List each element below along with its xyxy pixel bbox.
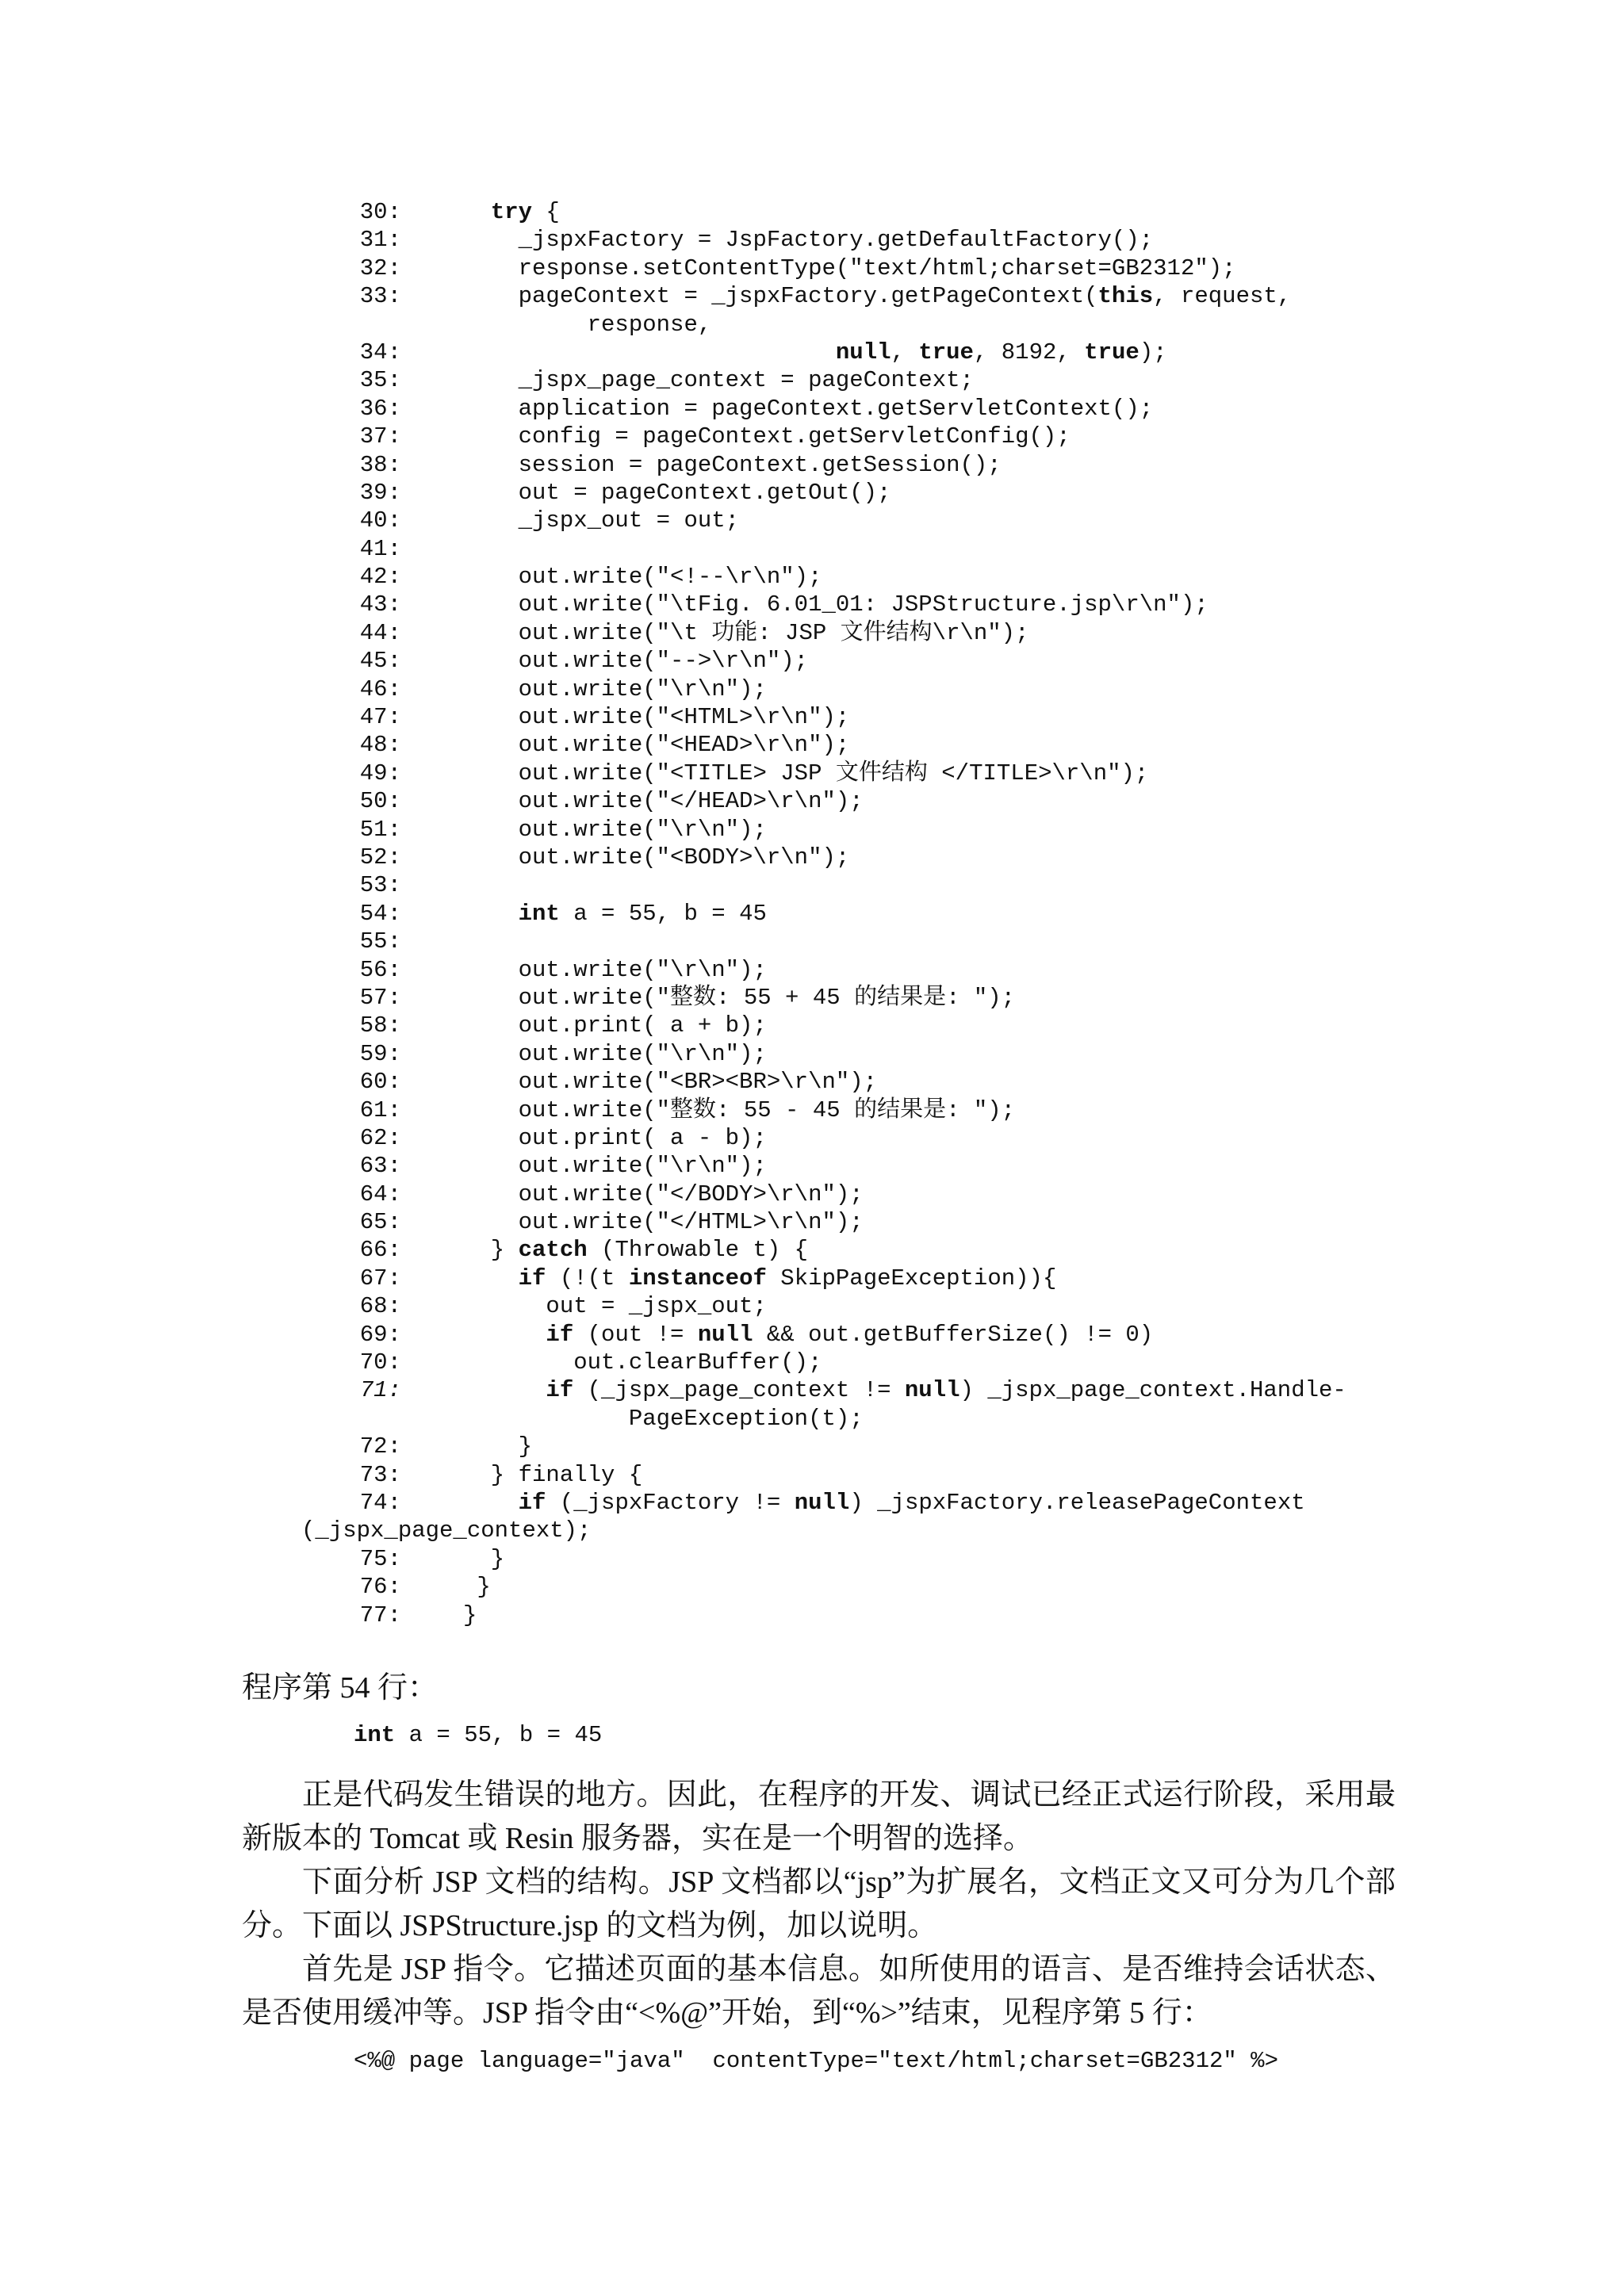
line54-intro-text: 程序第 54 行： xyxy=(242,1671,439,1705)
line-number: 57: xyxy=(359,984,401,1011)
code-fragment xyxy=(463,901,519,927)
code-text xyxy=(463,1208,864,1236)
code-fragment xyxy=(463,1377,546,1403)
code-fragment: } xyxy=(463,1237,519,1264)
code-keyword: try xyxy=(490,199,533,225)
code-fragment: a = 55, b = 45 xyxy=(559,900,767,927)
code-text xyxy=(463,619,1029,647)
code-text xyxy=(463,1096,1015,1124)
line-number: 68: xyxy=(359,1293,401,1320)
line-number: 51: xyxy=(359,816,401,843)
code-text xyxy=(463,563,822,591)
code-fragment: application = pageContext.getServletContext(); xyxy=(463,395,1154,422)
line-number: 77: xyxy=(359,1601,401,1628)
code-fragment: response.setContentType("text/html;charset=GB2312"); xyxy=(463,254,1236,281)
code-fragment: } xyxy=(463,1574,491,1601)
line54-code-rest: a = 55, b = 45 xyxy=(395,1722,603,1748)
code-fragment: _jspxFactory = JspFactory.getDefaultFactory(); xyxy=(463,227,1154,254)
code-keyword: if xyxy=(518,1265,546,1292)
paragraph-jsp-structure: 下面分析 JSP 文档的结构。JSP 文档都以“jsp”为扩展名，文档正文又可分为几个部分。下面以 JSPStructure.jsp 的文档为例，加以说明。 xyxy=(242,1866,1396,1942)
code-text xyxy=(463,984,1015,1012)
code-fragment: out.write("\r\n"); xyxy=(463,816,767,843)
paragraph-error-location: 正是代码发生错误的地方。因此，在程序的开发、调试已经正式运行阶段，采用最新版本的 Tomcat 或 Resin 服务器，实在是一个明智的选择。 xyxy=(242,1778,1396,1855)
code-text xyxy=(463,1489,1305,1517)
code-text xyxy=(463,900,767,928)
line-number: 32: xyxy=(359,254,401,281)
code-fragment: _jspx_out = out; xyxy=(463,507,740,534)
line-number: 62: xyxy=(359,1124,401,1151)
code-fragment: out.write("</HTML>\r\n"); xyxy=(463,1209,864,1236)
code-keyword: null xyxy=(794,1489,850,1516)
code-keyword: if xyxy=(518,1489,546,1516)
line54-code xyxy=(354,1722,602,1748)
code-fragment xyxy=(463,339,836,365)
code-text xyxy=(463,1321,1153,1349)
code-text xyxy=(463,1012,767,1039)
line-number: 38: xyxy=(359,451,401,478)
line-number: 69: xyxy=(359,1321,401,1348)
code-fragment: out.write("\r\n"); xyxy=(463,1153,767,1180)
code-text xyxy=(463,703,849,731)
line-number: 31: xyxy=(359,227,401,254)
body-paragraphs xyxy=(242,1774,1396,2035)
line-number: 36: xyxy=(359,395,401,422)
code-fragment: out.write("<BR><BR>\r\n"); xyxy=(463,1069,878,1096)
code-fragment: } xyxy=(463,1433,533,1460)
line-number: 34: xyxy=(359,339,401,365)
line-number: 47: xyxy=(359,704,401,731)
code-fragment xyxy=(463,1322,546,1348)
code-text xyxy=(463,366,974,394)
code-fragment xyxy=(463,199,491,225)
code-fragment: out.write("<!--\r\n"); xyxy=(463,564,822,591)
code-keyword: if xyxy=(546,1321,574,1348)
code-text xyxy=(463,1405,864,1433)
code-fragment: out.write("\r\n"); xyxy=(463,675,767,702)
code-text xyxy=(463,282,1291,310)
line-number: 45: xyxy=(359,648,401,675)
code-keyword: catch xyxy=(518,1237,588,1264)
code-fragment: ) _jspx_page_context.Handle- xyxy=(959,1377,1346,1404)
code-text xyxy=(463,1068,877,1096)
code-keyword: instanceof xyxy=(628,1265,767,1292)
code-text xyxy=(463,479,891,507)
line-number: 52: xyxy=(359,844,401,871)
line54-code-keyword: int xyxy=(354,1722,396,1748)
code-text xyxy=(463,675,767,703)
code-text xyxy=(463,507,739,534)
paragraph-jsp-directive: 首先是 JSP 指令。它描述页面的基本信息。如所使用的语言、是否维持会话状态、是否使用缓冲等。JSP 指令由“<%@”开始，到“%>”结束，见程序第 5 行： xyxy=(242,1953,1396,2030)
code-text xyxy=(463,760,1148,787)
line-number: 39: xyxy=(359,479,401,506)
code-fragment: out.write("<HEAD>\r\n"); xyxy=(463,732,850,759)
code-fragment: } xyxy=(463,1601,477,1628)
line-number: 64: xyxy=(359,1181,401,1207)
line-number: 72: xyxy=(359,1433,401,1460)
line-number: 76: xyxy=(359,1574,401,1601)
line-number: 56: xyxy=(359,956,401,983)
code-text xyxy=(463,1601,477,1629)
line-number: 40: xyxy=(359,507,401,534)
code-text xyxy=(463,647,808,675)
code-text xyxy=(463,339,1167,366)
code-fragment: out.write("整数: 55 + 45 的结果是: "); xyxy=(463,984,1016,1011)
code-keyword: true xyxy=(918,339,974,365)
code-fragment: SkipPageException)){ xyxy=(766,1265,1057,1292)
code-text xyxy=(463,1181,864,1208)
code-fragment: out.write("<HTML>\r\n"); xyxy=(463,704,850,731)
code-keyword: null xyxy=(835,339,891,365)
code-text xyxy=(463,731,849,759)
code-fragment: out.write("\tFig. 6.01_01: JSPStructure.jsp\r\n"); xyxy=(463,591,1208,618)
code-fragment: out.print( a + b); xyxy=(463,1012,767,1039)
code-fragment: (Throwable t) { xyxy=(587,1237,809,1264)
code-text xyxy=(463,1236,808,1264)
code-fragment: out.write("-->\r\n"); xyxy=(463,648,809,675)
line-number: 65: xyxy=(359,1209,401,1236)
code-text xyxy=(463,1152,767,1180)
line-number: 63: xyxy=(359,1153,401,1180)
code-text xyxy=(463,1433,532,1460)
line-number: 43: xyxy=(359,591,401,618)
code-fragment: out.print( a - b); xyxy=(463,1124,767,1151)
code-fragment: pageContext = _jspxFactory.getPageContext( xyxy=(463,283,1098,310)
code-fragment: (!(t xyxy=(546,1265,629,1292)
code-fragment: _jspx_page_context = pageContext; xyxy=(463,367,974,394)
line-number: 66: xyxy=(359,1237,401,1264)
line54-intro xyxy=(242,1667,1396,1710)
line-number: 41: xyxy=(359,535,401,562)
code-fragment: , xyxy=(891,339,919,365)
line-number: 58: xyxy=(359,1012,401,1039)
code-fragment: session = pageContext.getSession(); xyxy=(463,451,1002,478)
code-text xyxy=(463,1349,822,1376)
code-fragment: ); xyxy=(1139,339,1167,365)
code-fragment: out.write("</HEAD>\r\n"); xyxy=(463,788,864,815)
code-text xyxy=(463,1040,767,1068)
code-fragment: (_jspxFactory != xyxy=(546,1489,795,1516)
line-number: 53: xyxy=(359,872,401,899)
code-fragment: ) _jspxFactory.releasePageContext xyxy=(849,1489,1305,1516)
code-text xyxy=(463,423,1071,450)
code-keyword: if xyxy=(546,1377,574,1404)
code-text xyxy=(463,254,1236,282)
code-fragment: , 8192, xyxy=(973,339,1085,365)
line-number: 50: xyxy=(359,788,401,815)
line-number: 48: xyxy=(359,732,401,759)
line-number: 33: xyxy=(359,283,401,310)
code-fragment: out.write("\t 功能: JSP 文件结构\r\n"); xyxy=(463,619,1029,646)
line-number: 35: xyxy=(359,367,401,394)
code-text xyxy=(301,1517,591,1544)
code-fragment: out.write("<TITLE> JSP 文件结构 </TITLE>\r\n"); xyxy=(463,760,1149,786)
line-number: 71: xyxy=(359,1377,401,1404)
code-text xyxy=(463,1376,1346,1404)
line-number: 74: xyxy=(359,1489,401,1516)
line-number: 46: xyxy=(359,675,401,702)
line-number: 75: xyxy=(359,1545,401,1572)
code-text xyxy=(463,1124,767,1152)
code-text xyxy=(463,591,1208,618)
line-number: 60: xyxy=(359,1069,401,1096)
code-fragment: out.clearBuffer(); xyxy=(463,1349,822,1376)
line-number: 54: xyxy=(359,900,401,927)
code-fragment: } xyxy=(463,1545,505,1572)
code-fragment: out.write("\r\n"); xyxy=(463,956,767,983)
code-fragment: out.write("</BODY>\r\n"); xyxy=(463,1181,864,1207)
code-fragment: } finally { xyxy=(463,1461,643,1488)
code-keyword: null xyxy=(697,1321,753,1348)
code-fragment: out.write("<BODY>\r\n"); xyxy=(463,844,850,871)
code-text xyxy=(463,956,767,984)
directive-code-line: <%@ page language="java" contentType="text/html;charset=GB2312" %> xyxy=(354,2048,1278,2074)
code-fragment: out.write("整数: 55 - 45 的结果是: "); xyxy=(463,1096,1016,1123)
code-text xyxy=(463,787,864,815)
code-fragment: , request, xyxy=(1153,283,1292,310)
line-number: 59: xyxy=(359,1040,401,1067)
line-number: 61: xyxy=(359,1096,401,1123)
code-fragment: config = pageContext.getServletConfig(); xyxy=(463,423,1071,450)
code-keyword: true xyxy=(1084,339,1139,365)
code-text xyxy=(463,226,1153,254)
code-fragment xyxy=(463,1265,519,1292)
code-fragment: PageException(t); xyxy=(463,1405,864,1432)
code-text xyxy=(463,451,1002,479)
code-text xyxy=(463,1292,767,1320)
code-text xyxy=(463,395,1153,423)
code-fragment: out.write("\r\n"); xyxy=(463,1040,767,1067)
line-number: 67: xyxy=(359,1265,401,1292)
code-keyword: null xyxy=(904,1377,960,1404)
code-fragment: (out != xyxy=(573,1321,698,1348)
line-number: 70: xyxy=(359,1349,401,1376)
code-keyword: int xyxy=(518,900,560,927)
line-number: 49: xyxy=(359,760,401,786)
code-fragment: out = pageContext.getOut(); xyxy=(463,479,891,506)
code-keyword: this xyxy=(1097,283,1154,310)
line-number: 37: xyxy=(359,423,401,450)
code-fragment: { xyxy=(532,199,560,225)
code-fragment: response, xyxy=(463,311,712,338)
line-number: 73: xyxy=(359,1461,401,1488)
code-text xyxy=(463,844,849,871)
line-number: 55: xyxy=(359,928,401,955)
code-fragment: (_jspx_page_context != xyxy=(573,1377,905,1404)
code-fragment: && out.getBufferSize() != 0) xyxy=(753,1321,1154,1348)
line-number: 42: xyxy=(359,564,401,591)
line-number: 44: xyxy=(359,619,401,646)
line-number: 30: xyxy=(359,199,401,225)
code-fragment: out = _jspx_out; xyxy=(463,1293,767,1320)
code-fragment xyxy=(463,1490,519,1516)
code-text xyxy=(463,1545,504,1573)
code-text xyxy=(463,311,711,339)
code-text xyxy=(463,816,767,844)
code-text xyxy=(463,1461,642,1489)
code-fragment: (_jspx_page_context); xyxy=(301,1517,592,1544)
code-text xyxy=(463,1265,1056,1292)
code-text xyxy=(463,1573,491,1601)
code-text xyxy=(463,198,560,226)
